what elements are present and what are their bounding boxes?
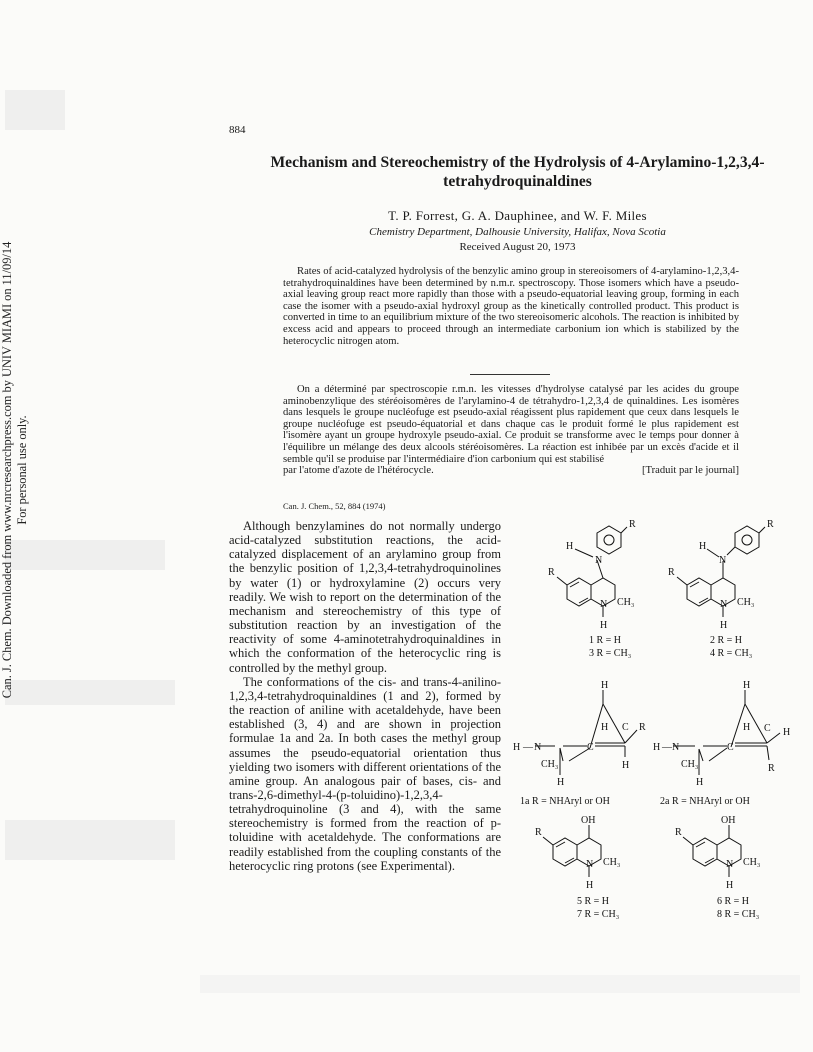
scan-noise bbox=[5, 820, 175, 860]
atom-label: N bbox=[719, 555, 727, 566]
atom-label: — bbox=[523, 742, 533, 753]
projection-2a-labels bbox=[653, 680, 790, 807]
citation: Can. J. Chem., 52, 884 (1974) bbox=[283, 501, 386, 511]
translation-note: [Traduit par le journal] bbox=[642, 465, 739, 477]
atom-label: H bbox=[726, 880, 734, 891]
atom-label: H bbox=[743, 722, 751, 733]
atom-label: OH bbox=[721, 815, 736, 826]
atom-label: C bbox=[622, 722, 629, 733]
structure-5-7-labels bbox=[535, 815, 620, 920]
compound-label: 4 R = CH₃ bbox=[710, 648, 753, 659]
atom-label: H bbox=[720, 620, 728, 631]
methyl-label: CH₃ bbox=[737, 597, 755, 608]
atom-label: H bbox=[783, 727, 791, 738]
substituent-label: R bbox=[675, 827, 682, 838]
substituent-label: R bbox=[668, 567, 675, 578]
methyl-label: CH₃ bbox=[617, 597, 635, 608]
atom-label: H bbox=[743, 680, 751, 691]
article-title: Mechanism and Stereochemistry of the Hydrolysis of 4-Arylamino-1,2,3,4-tetrahydroquinaldines bbox=[270, 154, 765, 190]
methyl-label: CH₃ bbox=[743, 857, 761, 868]
compound-label: 2 R = H bbox=[710, 635, 743, 646]
atom-label: — bbox=[662, 742, 672, 753]
structure-6-8-labels bbox=[675, 815, 760, 920]
atom-label: C bbox=[764, 723, 771, 734]
substituent-label: R bbox=[768, 763, 775, 774]
atom-label: H bbox=[699, 541, 707, 552]
body-text bbox=[229, 519, 501, 873]
substituent-label: R bbox=[639, 722, 646, 733]
scan-noise bbox=[5, 90, 65, 130]
caption-2a: 2a R = NHAryl or OH bbox=[660, 796, 750, 807]
download-notice-line2: For personal use only. bbox=[15, 415, 29, 525]
received-date: Received August 20, 1973 bbox=[459, 241, 576, 253]
structure-2-4-labels bbox=[668, 519, 774, 659]
divider bbox=[470, 374, 550, 375]
projection-1a-labels bbox=[513, 680, 646, 807]
atom-label: H bbox=[566, 541, 574, 552]
atom-label: H bbox=[622, 760, 630, 771]
atom-label: C bbox=[587, 742, 594, 753]
substituent-label: R bbox=[535, 827, 542, 838]
compound-label: 8 R = CH₃ bbox=[717, 909, 760, 920]
paragraph: Although benzylamines do not normally undergo acid-catalyzed substitution reactions, the acid-catalyzed displacement of an arylamino group from the benzylic position of 1,2,3,4-tetrahydroquinolines by water (1) or hydroxylamine (2) occurs very readily. We wish to report on the determination of the mechanism and stereochemistry of this type of substitution reaction by an investigation of the reactivity of some 4-aminotetrahydroquinaldines in which the conformation of the heterocyclic ring is controlled by the methyl group. bbox=[229, 519, 501, 675]
authors: T. P. Forrest, G. A. Dauphinee, and W. F. Miles bbox=[388, 208, 647, 223]
affiliation: Chemistry Department, Dalhousie University, Halifax, Nova Scotia bbox=[369, 226, 666, 238]
compound-label: 1 R = H bbox=[589, 635, 622, 646]
substituent-label: R bbox=[629, 519, 636, 530]
substituent-label: R bbox=[548, 567, 555, 578]
atom-label: H bbox=[653, 742, 661, 753]
atom-label: H bbox=[601, 722, 609, 733]
resume-text: On a déterminé par spectroscopie r.m.n. les vitesses d'hydrolyse catalysé par les acides du groupe aminobenzylique des stéréoisomères de l'arylamino-4 de tétrahydro-1,2,3,4 de quinaldines. Les isomères dans lesquels le groupe nucléofuge est pseudo-axial réagissent plus rapidement que ceux dans lesquels le groupe nucléofuge est pseudo-équatorial et dans chaque cas le produit formé le plus rapidement est l'isomère ayant un groupe hydroxyle pseudo-axial. Ce produit se transforme avec le temps pour donner à l'équilibre un mélange des deux alcools stéréoisomères. La réaction est inhibée par un excès d'acide et il semble qu'il se produise par l'intermédiaire d'ion carbonium qui est stabilisé bbox=[283, 384, 739, 465]
caption-1a: 1a R = NHAryl or OH bbox=[520, 796, 610, 807]
compound-label: 3 R = CH₃ bbox=[589, 648, 632, 659]
compound-label: 6 R = H bbox=[717, 896, 750, 907]
atom-label: H bbox=[600, 620, 608, 631]
download-notice bbox=[0, 240, 40, 700]
atom-label: N bbox=[595, 555, 603, 566]
abstract: Rates of acid-catalyzed hydrolysis of the benzylic amino group in stereoisomers of 4-arylamino-1,2,3,4-tetrahydroquinaldines have been determined by n.m.r. spectroscopy. Those isomers which have a pseudo-axial leaving group react more rapidly than those with a pseudo-equatorial leaving group, forming in each case the isomer with a pseudo-axial hydroxyl group as the kinetically controlled product. This product is converted in time to an equilibrium mixture of the two stereoisomeric alcohols. The reaction is inhibited by excess acid and appears to proceed through an intermediate carbonium ion which is stabilized by the heterocyclic nitrogen atom. bbox=[283, 266, 739, 347]
resume-last-line: par l'atome d'azote de l'hétérocycle. bbox=[283, 465, 434, 477]
atom-label: N bbox=[600, 599, 608, 610]
methyl-label: CH₃ bbox=[541, 759, 559, 770]
compound-label: 5 R = H bbox=[577, 896, 610, 907]
methyl-label: CH₃ bbox=[603, 857, 621, 868]
paragraph: The conformations of the cis- and trans-4-anilino-1,2,3,4-tetrahydroquinaldines (1 and 2), formed by the reaction of aniline with acetaldehyde, have been established (3, 4) and are shown in projection formulae 1a and 2a. In both cases the methyl group assumes the pseudo-equatorial orientation thus yielding two isomers with different orientations of the amine group. An analogous pair of bases, cis- and trans-2,6-dimethyl-4-(p-toluidino)-1,2,3,4-tetrahydroquinoline (3 and 4), with the same stereochemistry is formed from the reaction of p-toluidine with acetaldehyde. The conformations are readily established from the coupling constants of the heterocyclic ring protons (see Experimental). bbox=[229, 674, 501, 873]
atom-label: H bbox=[601, 680, 609, 691]
structure-1-3-labels bbox=[548, 519, 636, 659]
chemical-structures bbox=[505, 505, 805, 1050]
atom-label: N bbox=[720, 599, 728, 610]
atom-label: OH bbox=[581, 815, 596, 826]
substituent-label: R bbox=[767, 519, 774, 530]
page-number: 884 bbox=[229, 124, 246, 136]
atom-label: N bbox=[534, 742, 542, 753]
atom-label: N bbox=[726, 859, 734, 870]
methyl-label: CH₃ bbox=[681, 759, 699, 770]
atom-label: N bbox=[586, 859, 594, 870]
atom-label: N bbox=[672, 742, 680, 753]
atom-label: H bbox=[513, 742, 521, 753]
resume bbox=[283, 384, 739, 477]
atom-label: H bbox=[586, 880, 594, 891]
atom-label: C bbox=[727, 742, 734, 753]
download-notice-line1: Can. J. Chem. Downloaded from www.nrcresearchpress.com by UNIV MIAMI on 11/09/14 bbox=[0, 241, 14, 699]
compound-label: 7 R = CH₃ bbox=[577, 909, 620, 920]
atom-label: H bbox=[696, 777, 704, 788]
atom-label: H bbox=[557, 777, 565, 788]
